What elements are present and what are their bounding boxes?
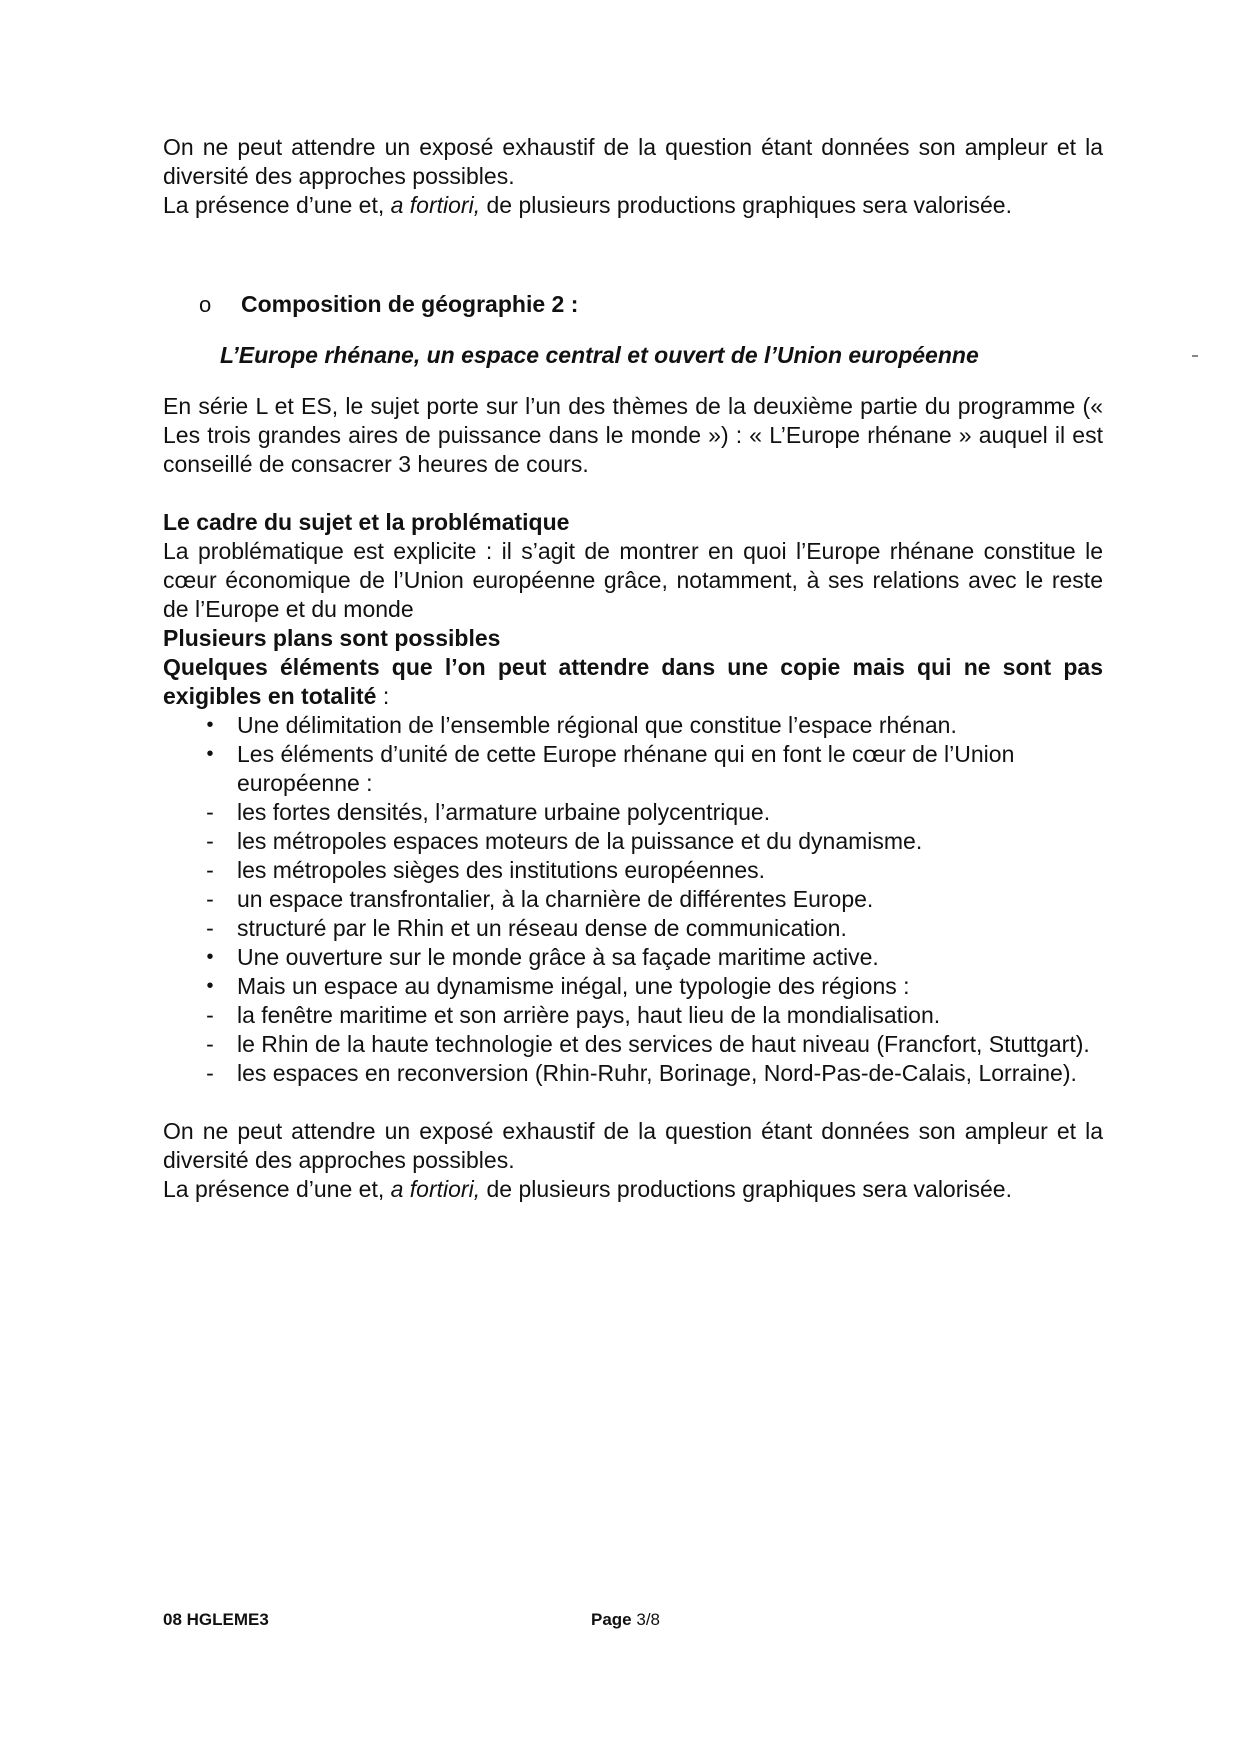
- subject-title: L’Europe rhénane, un espace central et ouvert de l’Union européenne: [220, 342, 979, 368]
- lead-paragraph: En série L et ES, le sujet porte sur l’un des thèmes de la deuxième partie du programme (« Les trois grandes aires de puissance dans le monde ») : « L’Europe rhénane » auquel il est conseillé de consacrer 3 heures de cours.: [163, 393, 1103, 477]
- list-item-text: Mais un espace au dynamisme inégal, une typologie des régions :: [237, 973, 910, 999]
- list-item: [163, 1030, 1103, 1059]
- document-page: [163, 133, 1103, 1204]
- list-item: [163, 943, 1103, 972]
- list-item-text: les espaces en reconversion (Rhin-Ruhr, Borinage, Nord-Pas-de-Calais, Lorraine).: [237, 1060, 1077, 1086]
- dash-icon: -: [206, 1031, 214, 1057]
- section-heading: [163, 290, 1103, 319]
- list-item: [163, 711, 1103, 740]
- list-item-text: le Rhin de la haute technologie et des services de haut niveau (Francfort, Stuttgart).: [237, 1031, 1090, 1057]
- list-item-text: structuré par le Rhin et un réseau dense de communication.: [237, 915, 847, 941]
- list-item-text: Une délimitation de l’ensemble régional que constitue l’espace rhénan.: [237, 712, 957, 738]
- cadre-paragraph: La problématique est explicite : il s’agit de montrer en quoi l’Europe rhénane constitue le cœur économique de l’Union européenne grâce, notamment, à ses relations avec le reste de l’Europe et du monde: [163, 538, 1103, 622]
- bullet-icon: •: [206, 946, 214, 968]
- bullet-icon: •: [206, 714, 214, 736]
- dash-icon: -: [206, 857, 214, 883]
- intro-line-2-end: de plusieurs productions graphiques sera valorisée.: [480, 192, 1012, 218]
- bullet-icon: •: [206, 743, 214, 765]
- list-item-text: les métropoles espaces moteurs de la puissance et du dynamisme.: [237, 828, 923, 854]
- outro-line-1: On ne peut attendre un exposé exhaustif de la question étant données son ampleur et la diversité des approches possibles.: [163, 1118, 1103, 1173]
- list-item: [163, 1001, 1103, 1030]
- bullet-icon: •: [206, 975, 214, 997]
- elements-heading: [163, 653, 1103, 711]
- dash-icon: -: [206, 1002, 214, 1028]
- intro-line-1: On ne peut attendre un exposé exhaustif de la question étant données son ampleur et la diversité des approches possibles.: [163, 134, 1103, 189]
- list-item: [163, 827, 1103, 856]
- list-item-text: un espace transfrontalier, à la charnière de différentes Europe.: [237, 886, 874, 912]
- dash-icon: -: [206, 886, 214, 912]
- outro-line-2-start: La présence d’une et,: [163, 1176, 391, 1202]
- dash-icon: -: [206, 915, 214, 941]
- page-number-value: 3/8: [636, 1610, 661, 1629]
- elements-heading-colon: :: [376, 683, 390, 709]
- list-item: [163, 972, 1103, 1001]
- document-code: 08 HGLEME3: [163, 1610, 269, 1629]
- list-item-text: Une ouverture sur le monde grâce à sa façade maritime active.: [237, 944, 879, 970]
- list-item-text: les fortes densités, l’armature urbaine polycentrique.: [237, 799, 771, 825]
- scan-edge-mark: [1192, 355, 1198, 357]
- outro-line-2-italic: a fortiori,: [390, 1176, 481, 1202]
- list-item-text: Les éléments d’unité de cette Europe rhénane qui en font le cœur de l’Union européenne :: [237, 741, 1015, 796]
- page-number: [591, 1605, 660, 1634]
- section-heading-text: Composition de géographie 2 :: [241, 291, 579, 317]
- list-item: [163, 798, 1103, 827]
- elements-list: [163, 711, 1103, 1088]
- list-item: [163, 885, 1103, 914]
- cadre-heading: Le cadre du sujet et la problématique: [163, 509, 570, 535]
- list-item-text: la fenêtre maritime et son arrière pays, haut lieu de la mondialisation.: [237, 1002, 941, 1028]
- outro-paragraph: [163, 1117, 1103, 1204]
- list-item: [163, 914, 1103, 943]
- intro-line-2-start: La présence d’une et,: [163, 192, 391, 218]
- circle-bullet-icon: o: [199, 292, 212, 317]
- dash-icon: -: [206, 1060, 214, 1086]
- intro-line-2-italic: a fortiori,: [390, 192, 481, 218]
- outro-line-2-end: de plusieurs productions graphiques sera valorisée.: [480, 1176, 1012, 1202]
- page-label: Page: [591, 1610, 632, 1629]
- list-item-text: les métropoles sièges des institutions européennes.: [237, 857, 766, 883]
- list-item: [163, 856, 1103, 885]
- dash-icon: -: [206, 799, 214, 825]
- plans-heading: Plusieurs plans sont possibles: [163, 625, 501, 651]
- intro-paragraph: [163, 133, 1103, 220]
- list-item: [163, 1059, 1103, 1088]
- elements-heading-bold: Quelques éléments que l’on peut attendre dans une copie mais qui ne sont pas exigibles en totalité: [163, 654, 1103, 709]
- dash-icon: -: [206, 828, 214, 854]
- list-item: [163, 740, 1103, 798]
